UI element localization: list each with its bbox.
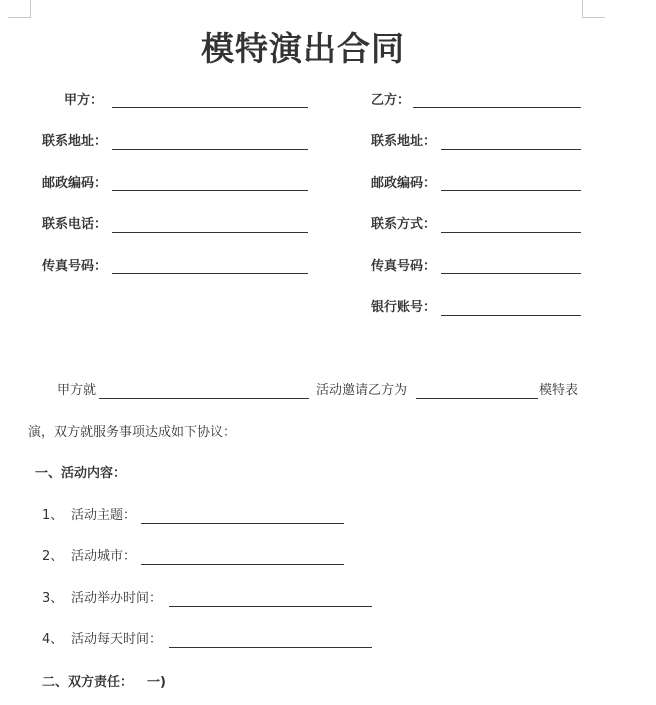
party-a-name-label: 甲方： [64, 93, 104, 108]
item-4-number: 4、 [42, 632, 64, 647]
party-b-name-label: 乙方： [371, 93, 411, 108]
event-name-field[interactable] [99, 398, 309, 399]
party-b-name-field[interactable] [413, 107, 581, 108]
party-a-address-field[interactable] [112, 149, 308, 150]
event-city-field[interactable] [141, 564, 344, 565]
party-a-address-label: 联系地址： [42, 134, 108, 149]
intro-text-line2: 演，双方就服务事项达成如下协议： [28, 425, 237, 440]
party-a-phone-field[interactable] [112, 232, 308, 233]
party-b-bank-label: 银行账号： [371, 300, 437, 315]
section-2-subitem: 一) [147, 675, 166, 690]
party-a-fax-field[interactable] [112, 273, 308, 274]
item-2-number: 2、 [42, 549, 64, 564]
party-b-address-label: 联系地址： [371, 134, 437, 149]
party-b-fax-label: 传真号码： [371, 259, 437, 274]
section-1-heading: 一、活动内容： [35, 466, 127, 481]
item-1-number: 1、 [42, 508, 64, 523]
event-theme-field[interactable] [141, 523, 344, 524]
section-2-heading: 二、双方责任： [42, 675, 134, 690]
party-b-fax-field[interactable] [441, 273, 581, 274]
intro-text-part1: 甲方就 [57, 383, 97, 398]
party-b-contact-label: 联系方式： [371, 217, 437, 232]
party-b-address-field[interactable] [441, 149, 581, 150]
party-a-postcode-label: 邮政编码： [42, 176, 108, 191]
party-a-name-field[interactable] [112, 107, 308, 108]
intro-text-part2: 活动邀请乙方为 [316, 383, 408, 398]
model-name-field[interactable] [416, 398, 538, 399]
daily-time-field[interactable] [169, 647, 372, 648]
item-2-label: 活动城市： [71, 549, 137, 564]
party-a-phone-label: 联系电话： [42, 217, 108, 232]
item-4-label: 活动每天时间： [71, 632, 163, 647]
intro-text-part3: 模特表 [539, 383, 579, 398]
party-a-fax-label: 传真号码： [42, 259, 108, 274]
party-b-postcode-field[interactable] [441, 190, 581, 191]
party-b-postcode-label: 邮政编码： [371, 176, 437, 191]
event-date-field[interactable] [169, 606, 372, 607]
document-title: 模特演出合同 [201, 29, 405, 68]
party-a-postcode-field[interactable] [112, 190, 308, 191]
page-corner-mark-right [582, 0, 605, 18]
party-b-contact-field[interactable] [441, 232, 581, 233]
item-3-number: 3、 [42, 591, 64, 606]
item-1-label: 活动主题： [71, 508, 137, 523]
party-b-bank-field[interactable] [441, 315, 581, 316]
page-corner-mark-left [8, 0, 31, 18]
item-3-label: 活动举办时间： [71, 591, 163, 606]
